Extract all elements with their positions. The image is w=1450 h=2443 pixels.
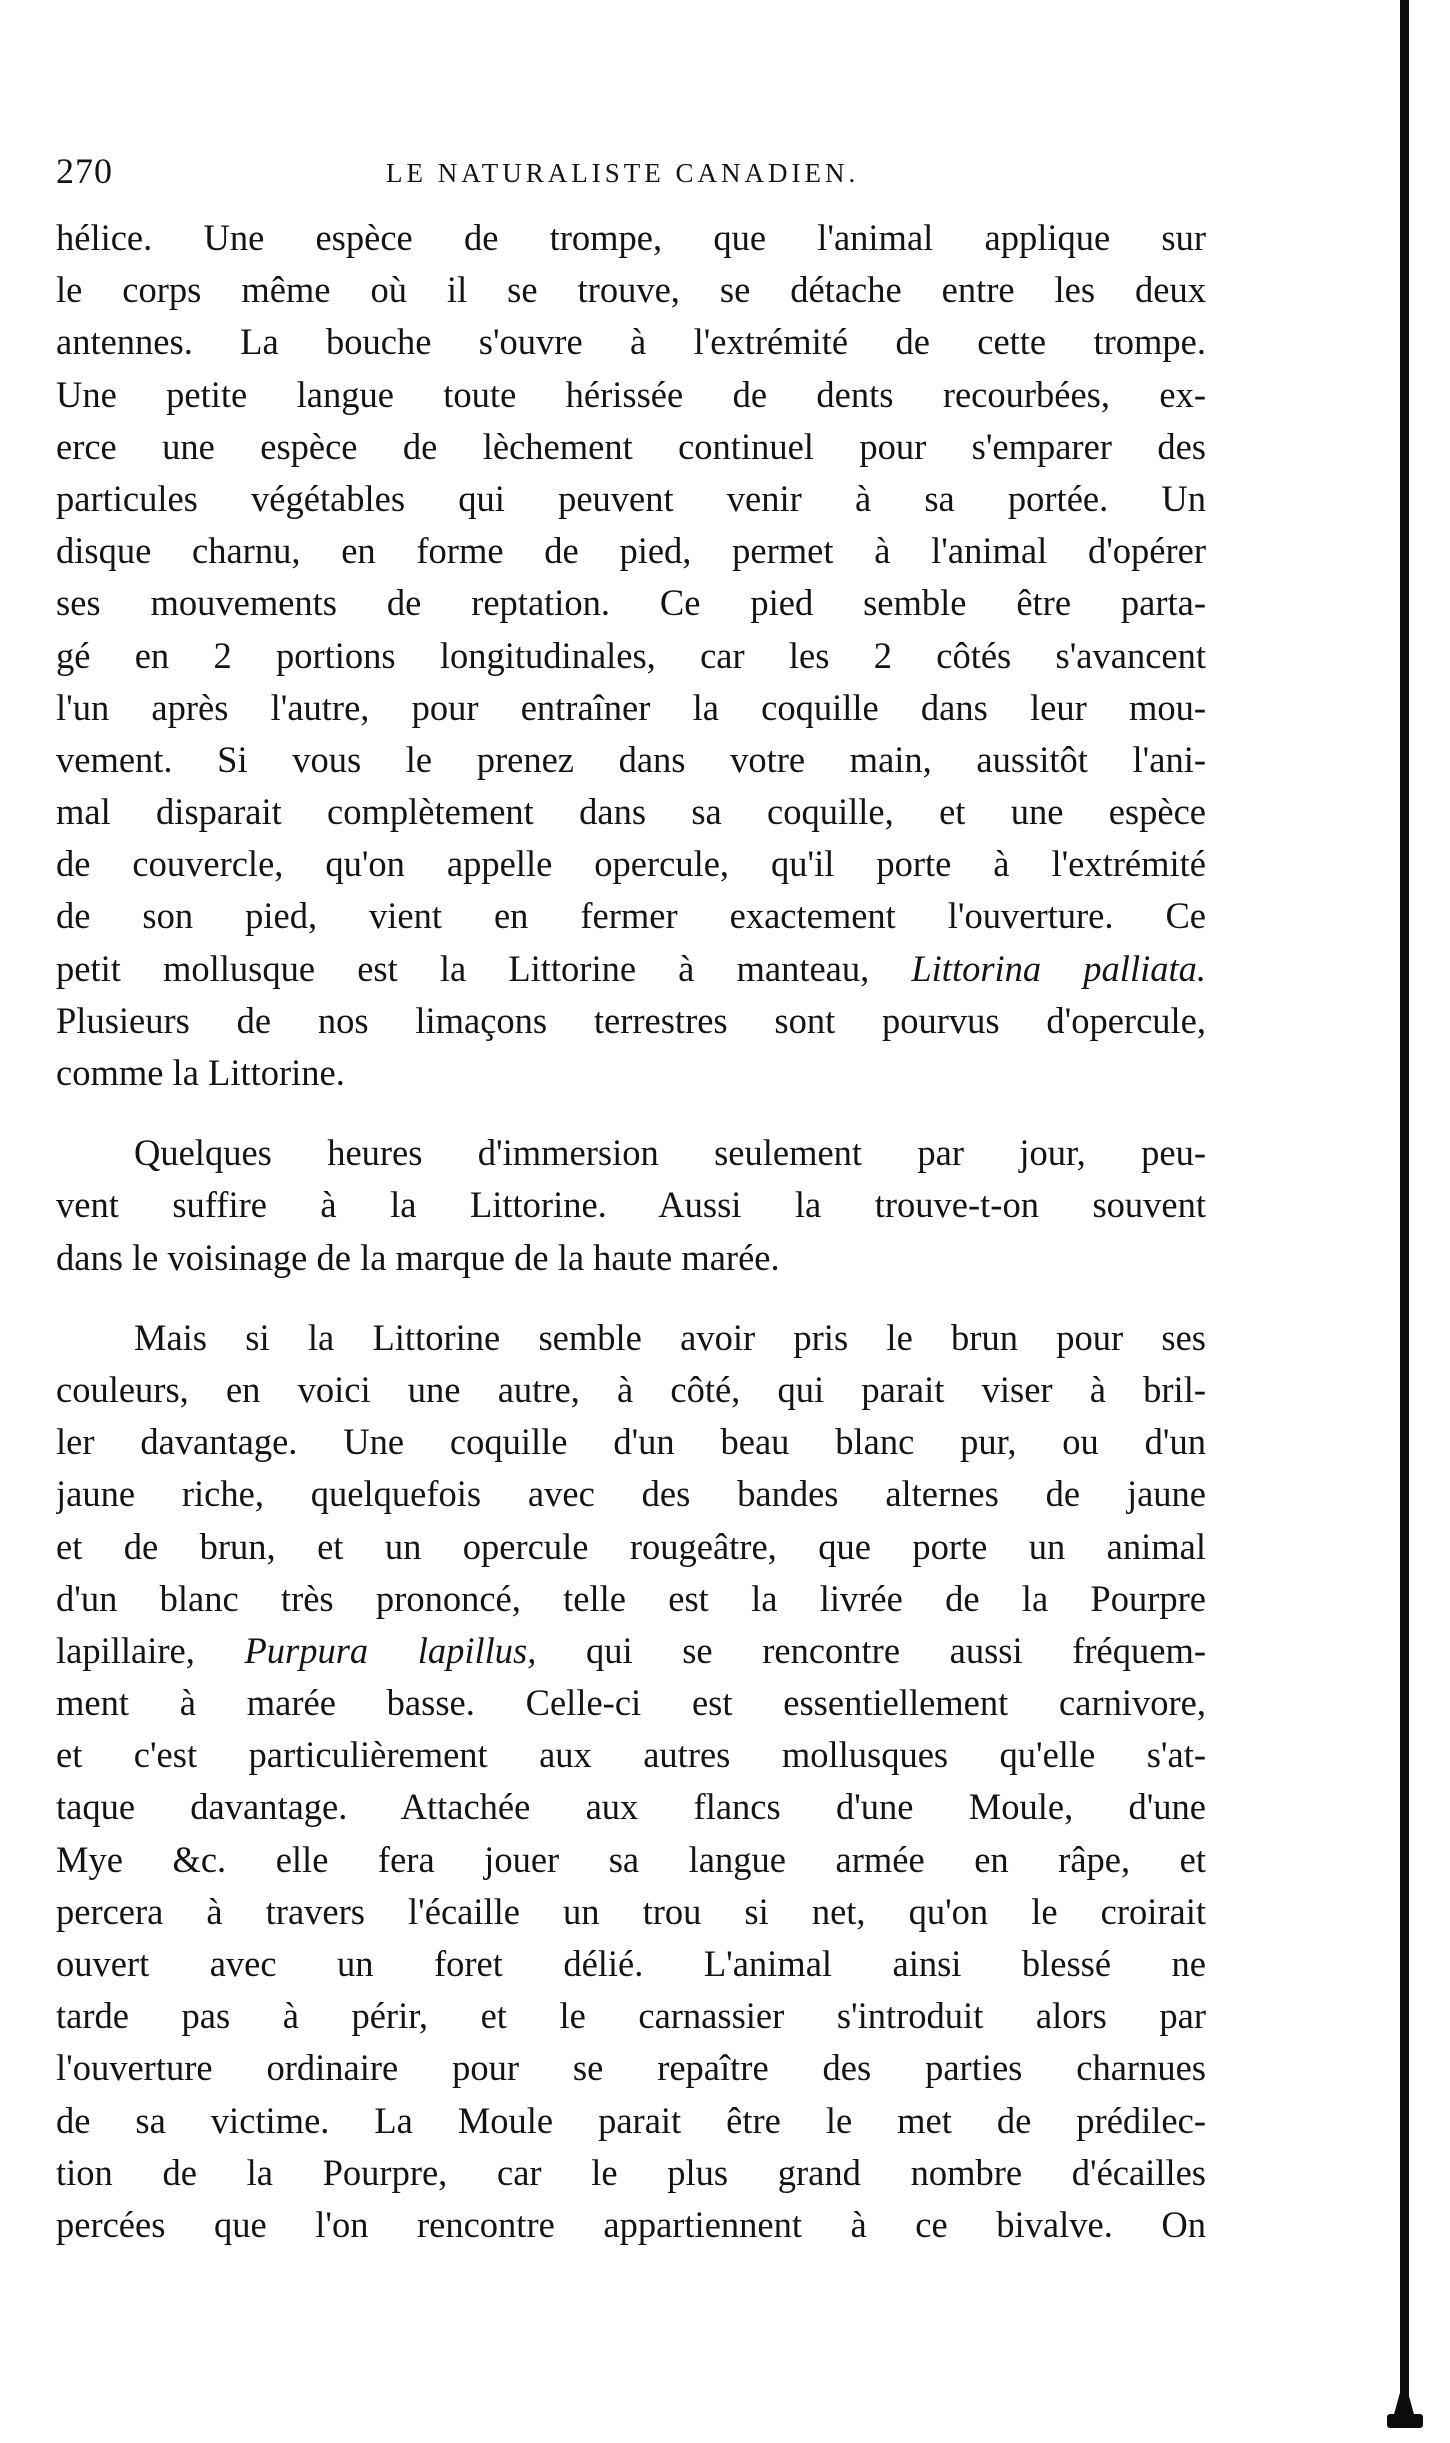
page-edge-base <box>1387 2414 1423 2428</box>
text-segment: lapillaire, <box>56 1629 245 1671</box>
text-line: tarde pas à périr, et le carnassier s'introduit alors par <box>56 1995 1206 2037</box>
running-title: LE NATURALISTE CANADIEN. <box>386 158 860 188</box>
text-line: Plusieurs de nos limaçons terrestres sont pourvus d'opercule, <box>56 999 1206 1041</box>
page-edge-rule <box>1400 0 1409 2405</box>
text-line: percées que l'on rencontre appartiennent à ce bivalve. On <box>56 2203 1206 2245</box>
body-text <box>56 212 1206 2251</box>
text-line <box>56 1625 1206 1677</box>
text-line: particules végétables qui peuvent venir à sa portée. Un <box>56 477 1206 519</box>
text-line: vent suffire à la Littorine. Aussi la trouve-t-on souvent <box>56 1184 1206 1226</box>
text-line: jaune riche, quelquefois avec des bandes alternes de jaune <box>56 1473 1206 1515</box>
page-edge-foot <box>1393 2378 1415 2418</box>
text-line: d'un blanc très prononcé, telle est la livrée de la Pourpre <box>56 1577 1206 1619</box>
paragraph-gap <box>56 1099 1206 1127</box>
paragraph <box>56 1312 1206 2251</box>
text-line: et c'est particulièrement aux autres mollusques qu'elle s'at- <box>56 1734 1206 1776</box>
text-line: tion de la Pourpre, car le plus grand nombre d'écailles <box>56 2151 1206 2193</box>
text-line: Mye &c. elle fera jouer sa langue armée en râpe, et <box>56 1838 1206 1880</box>
text-line: ment à marée basse. Celle-ci est essentiellement carnivore, <box>56 1682 1206 1724</box>
text-line: Quelques heures d'immersion seulement par jour, peu- <box>134 1132 1206 1174</box>
text-line: mal disparait complètement dans sa coquille, et une espèce <box>56 791 1206 833</box>
text-line: gé en 2 portions longitudinales, car les 2 côtés s'avancent <box>56 634 1206 676</box>
text-line: dans le voisinage de la marque de la haute marée. <box>56 1236 780 1278</box>
text-line: l'ouverture ordinaire pour se repaître des parties charnues <box>56 2047 1206 2089</box>
page-number: 270 <box>56 151 113 191</box>
text-line: taque davantage. Attachée aux flancs d'une Moule, d'une <box>56 1786 1206 1828</box>
text-line: comme la Littorine. <box>56 1052 345 1093</box>
text-line: disque charnu, en forme de pied, permet à l'animal d'opérer <box>56 530 1206 572</box>
text-line: antennes. La bouche s'ouvre à l'extrémité de cette trompe. <box>56 321 1206 363</box>
text-line: le corps même où il se trouve, se détache entre les deux <box>56 269 1206 311</box>
text-line <box>56 943 1206 995</box>
text-line: ses mouvements de reptation. Ce pied semble être parta- <box>56 582 1206 624</box>
text-line: couleurs, en voici une autre, à côté, qui parait viser à bril- <box>56 1368 1206 1410</box>
page-header <box>56 150 1206 190</box>
text-line: Une petite langue toute hérissée de dents recourbées, ex- <box>56 373 1206 415</box>
text-line: l'un après l'autre, pour entraîner la coquille dans leur mou- <box>56 686 1206 728</box>
text-line: ler davantage. Une coquille d'un beau blanc pur, ou d'un <box>56 1421 1206 1463</box>
text-segment: petit mollusque est la Littorine à manteau, <box>56 947 912 989</box>
species-name: Purpura lapillus, <box>244 1629 537 1671</box>
text-line: percera à travers l'écaille un trou si net, qu'on le croirait <box>56 1890 1206 1932</box>
text-line: vement. Si vous le prenez dans votre main, aussitôt l'ani- <box>56 738 1206 780</box>
paragraph-gap <box>56 1284 1206 1312</box>
text-line: hélice. Une espèce de trompe, que l'animal applique sur <box>56 217 1206 258</box>
paragraph <box>56 212 1206 1099</box>
text-line: ouvert avec un foret délié. L'animal ainsi blessé ne <box>56 1943 1206 1984</box>
text-segment: qui se rencontre aussi fréquem- <box>536 1629 1206 1671</box>
species-name: Littorina palliata. <box>911 947 1206 989</box>
text-line: erce une espèce de lèchement continuel pour s'emparer des <box>56 425 1206 467</box>
text-line: et de brun, et un opercule rougeâtre, que porte un animal <box>56 1525 1206 1567</box>
paragraph <box>56 1127 1206 1284</box>
text-line: Mais si la Littorine semble avoir pris le brun pour ses <box>134 1316 1206 1358</box>
text-line: de couvercle, qu'on appelle opercule, qu'il porte à l'extrémité <box>56 843 1206 885</box>
text-line: de son pied, vient en fermer exactement l'ouverture. Ce <box>56 895 1206 937</box>
text-line: de sa victime. La Moule parait être le met de prédilec- <box>56 2099 1206 2141</box>
